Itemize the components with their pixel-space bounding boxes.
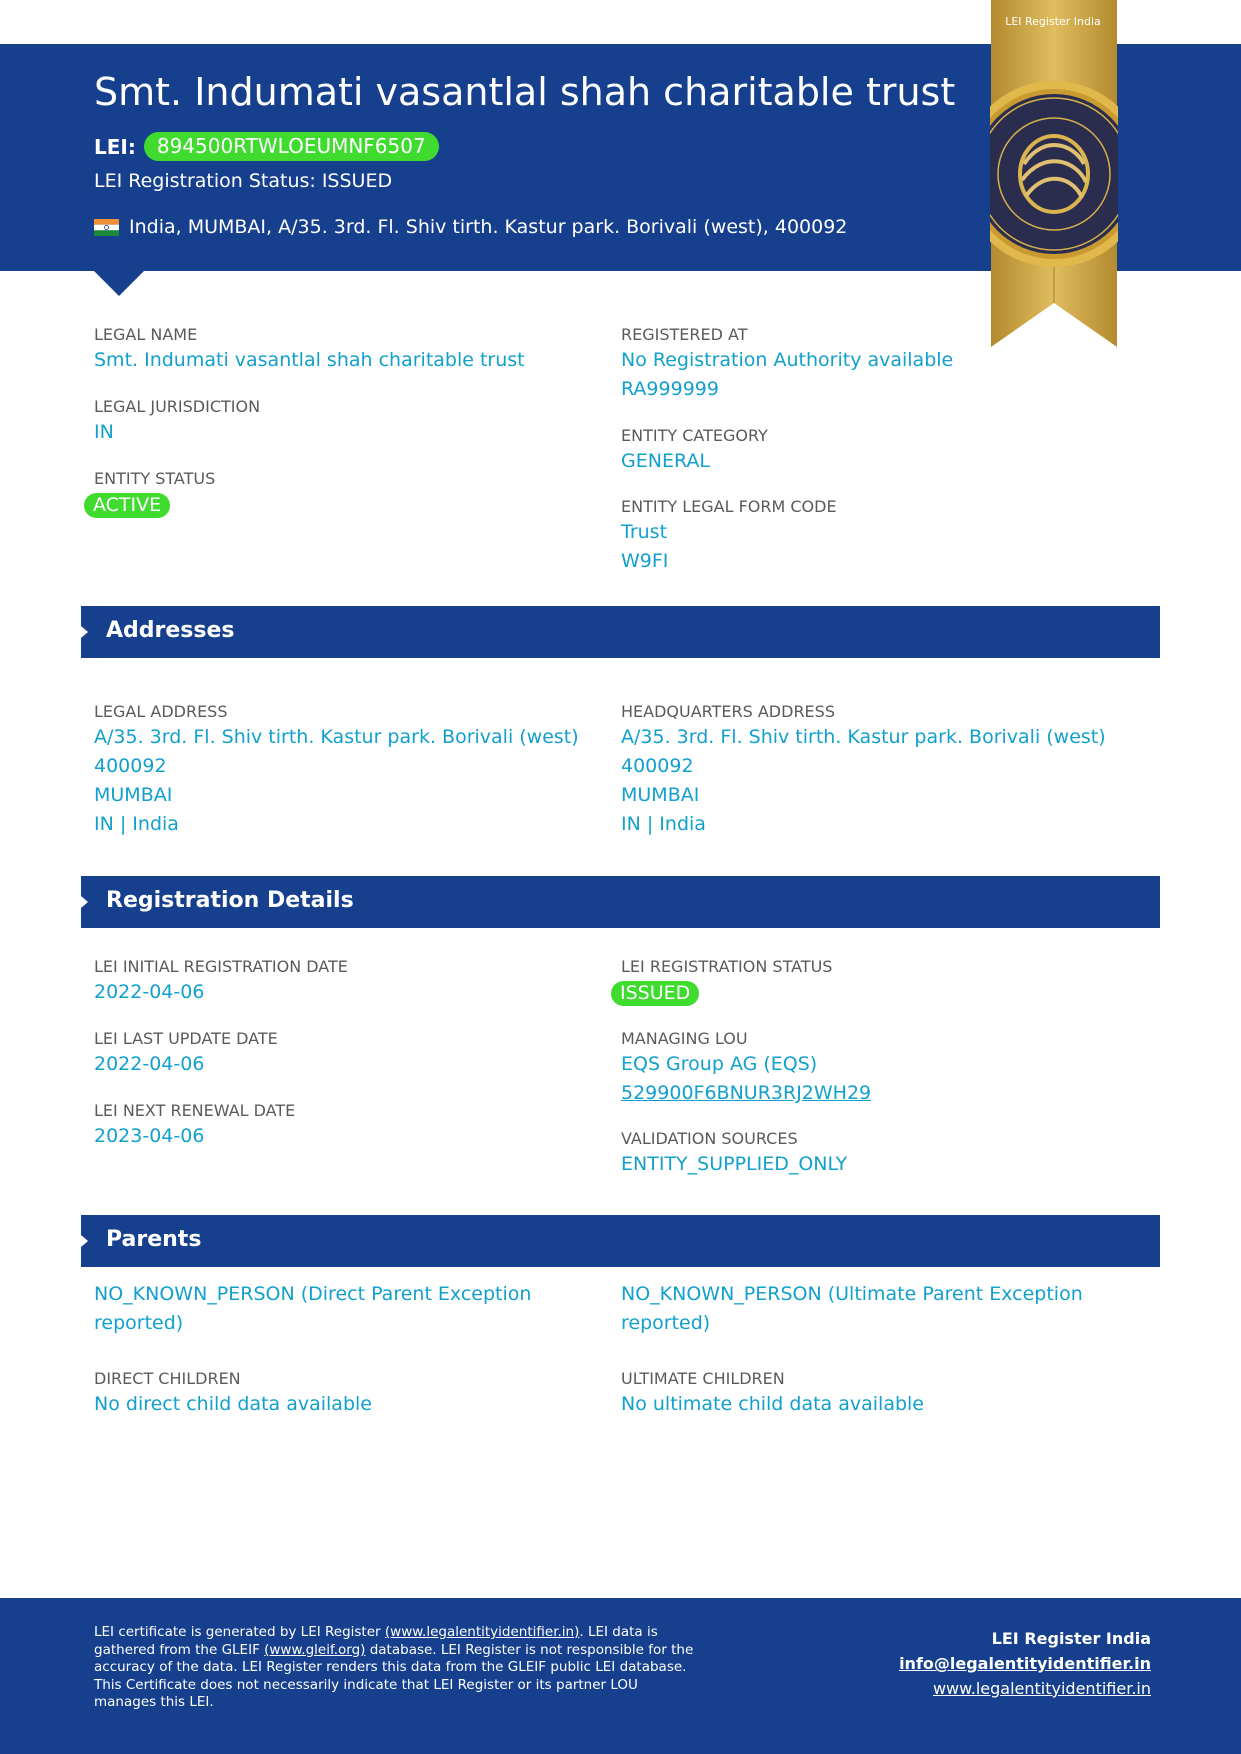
entity-category-field <box>621 425 768 476</box>
managing-lou-field <box>621 1028 871 1108</box>
direct-parent-value: NO_KNOWN_PERSON (Direct Parent Exception reported) <box>94 1283 532 1334</box>
addresses-title: Addresses <box>106 618 235 643</box>
parents-title: Parents <box>106 1227 202 1252</box>
header-notch <box>94 271 144 296</box>
initial-registration-field <box>94 956 348 1007</box>
direct-children-value: No direct child data available <box>94 1393 372 1415</box>
section-arrow-icon <box>81 896 88 908</box>
last-update-value: 2022-04-06 <box>94 1053 205 1075</box>
ultimate-children-value: No ultimate child data available <box>621 1393 924 1415</box>
jurisdiction-value: IN <box>94 421 114 443</box>
validation-sources-field <box>621 1128 847 1179</box>
entity-category-label: ENTITY CATEGORY <box>621 426 768 445</box>
entity-status-label: ENTITY STATUS <box>94 469 216 488</box>
managing-lou-name: EQS Group AG (EQS) <box>621 1053 818 1075</box>
disclaimer-text-3: database. LEI Register is not responsible for the accuracy of the data. LEI Register renders this data from the GLEIF public LEI database. This Certificate does not necessarily indicate that LEI Register or its partner LOU manages this LEI. <box>94 1641 694 1710</box>
footer-disclaimer <box>94 1624 704 1712</box>
entity-status-field <box>94 468 215 518</box>
legal-name-label: LEGAL NAME <box>94 325 198 344</box>
header-address-text: India, MUMBAI, A/35. 3rd. Fl. Shiv tirth. Kastur park. Borivali (west), 400092 <box>129 216 848 238</box>
jurisdiction-label: LEGAL JURISDICTION <box>94 397 261 416</box>
section-arrow-icon <box>81 626 88 638</box>
registration-section-header <box>81 876 1160 928</box>
hq-address-city: MUMBAI <box>621 784 700 806</box>
ultimate-parent-field <box>621 1280 1121 1338</box>
managing-lou-code-link[interactable]: 529900F6BNUR3RJ2WH29 <box>621 1082 872 1104</box>
next-renewal-value: 2023-04-06 <box>94 1125 205 1147</box>
header-address <box>94 216 847 238</box>
lei-row <box>94 132 439 161</box>
legal-name-field <box>94 324 525 375</box>
legal-address-country: IN | India <box>94 813 179 835</box>
lei-register-link[interactable]: (www.legalentityidentifier.in) <box>384 1624 580 1640</box>
initial-registration-label: LEI INITIAL REGISTRATION DATE <box>94 957 348 976</box>
hq-address-line: A/35. 3rd. Fl. Shiv tirth. Kastur park. Borivali (west) <box>621 726 1106 748</box>
india-flag-icon <box>94 219 119 236</box>
section-arrow-icon <box>81 1235 88 1247</box>
validation-sources-label: VALIDATION SOURCES <box>621 1129 798 1148</box>
hq-address-label: HEADQUARTERS ADDRESS <box>621 702 835 721</box>
legal-address-postcode: 400092 <box>94 755 167 777</box>
legal-address-field <box>94 701 579 839</box>
certificate-footer <box>0 1598 1241 1754</box>
last-update-label: LEI LAST UPDATE DATE <box>94 1029 278 1048</box>
disclaimer-text-2: . LEI data is gathered from the GLEIF <box>94 1624 658 1658</box>
next-renewal-field <box>94 1100 295 1151</box>
addresses-section-header <box>81 606 1160 658</box>
hq-address-postcode: 400092 <box>621 755 694 777</box>
jurisdiction-field <box>94 396 260 447</box>
parents-section-header <box>81 1215 1160 1267</box>
validation-sources-value: ENTITY_SUPPLIED_ONLY <box>621 1153 848 1175</box>
registration-status-field <box>621 956 832 1006</box>
legal-form-code: W9FI <box>621 550 669 572</box>
ultimate-children-label: ULTIMATE CHILDREN <box>621 1369 785 1388</box>
legal-form-field <box>621 496 837 576</box>
legal-address-line: A/35. 3rd. Fl. Shiv tirth. Kastur park. Borivali (west) <box>94 726 579 748</box>
registration-status-badge: ISSUED <box>611 981 699 1006</box>
registered-at-value: No Registration Authority available <box>621 349 954 371</box>
registration-status-line: LEI Registration Status: ISSUED <box>94 170 393 192</box>
ultimate-parent-value: NO_KNOWN_PERSON (Ultimate Parent Exception reported) <box>621 1283 1083 1334</box>
footer-contact <box>899 1626 1151 1701</box>
direct-children-field <box>94 1368 372 1419</box>
lei-label: LEI: <box>94 134 136 159</box>
registration-status-label: LEI REGISTRATION STATUS <box>621 957 833 976</box>
ultimate-children-field <box>621 1368 924 1419</box>
hq-address-country: IN | India <box>621 813 706 835</box>
footer-email-link[interactable]: info@legalentityidentifier.in <box>899 1654 1151 1673</box>
initial-registration-value: 2022-04-06 <box>94 981 205 1003</box>
hq-address-field <box>621 701 1106 839</box>
entity-category-value: GENERAL <box>621 450 710 472</box>
footer-org-name: LEI Register India <box>991 1629 1151 1648</box>
legal-address-city: MUMBAI <box>94 784 173 806</box>
legal-form-value: Trust <box>621 521 668 543</box>
entity-title: Smt. Indumati vasantlal shah charitable trust <box>94 70 956 114</box>
ribbon-label: LEI Register India <box>1005 15 1101 28</box>
direct-parent-field <box>94 1280 594 1338</box>
disclaimer-text-1: LEI certificate is generated by LEI Register <box>94 1624 385 1640</box>
legal-address-label: LEGAL ADDRESS <box>94 702 228 721</box>
registration-title: Registration Details <box>106 888 354 913</box>
gleif-link[interactable]: (www.gleif.org) <box>264 1641 366 1658</box>
registered-at-label: REGISTERED AT <box>621 325 748 344</box>
next-renewal-label: LEI NEXT RENEWAL DATE <box>94 1101 296 1120</box>
legal-name-value: Smt. Indumati vasantlal shah charitable trust <box>94 349 525 371</box>
entity-status-badge: ACTIVE <box>84 493 170 518</box>
managing-lou-label: MANAGING LOU <box>621 1029 748 1048</box>
legal-form-label: ENTITY LEGAL FORM CODE <box>621 497 837 516</box>
registered-at-id: RA999999 <box>621 378 719 400</box>
direct-children-label: DIRECT CHILDREN <box>94 1369 241 1388</box>
lei-code-badge: 894500RTWLOEUMNF6507 <box>144 132 439 161</box>
certificate-seal-icon <box>990 0 1118 348</box>
footer-website-link[interactable]: www.legalentityidentifier.in <box>932 1679 1151 1698</box>
last-update-field <box>94 1028 278 1079</box>
registered-at-field <box>621 324 953 404</box>
